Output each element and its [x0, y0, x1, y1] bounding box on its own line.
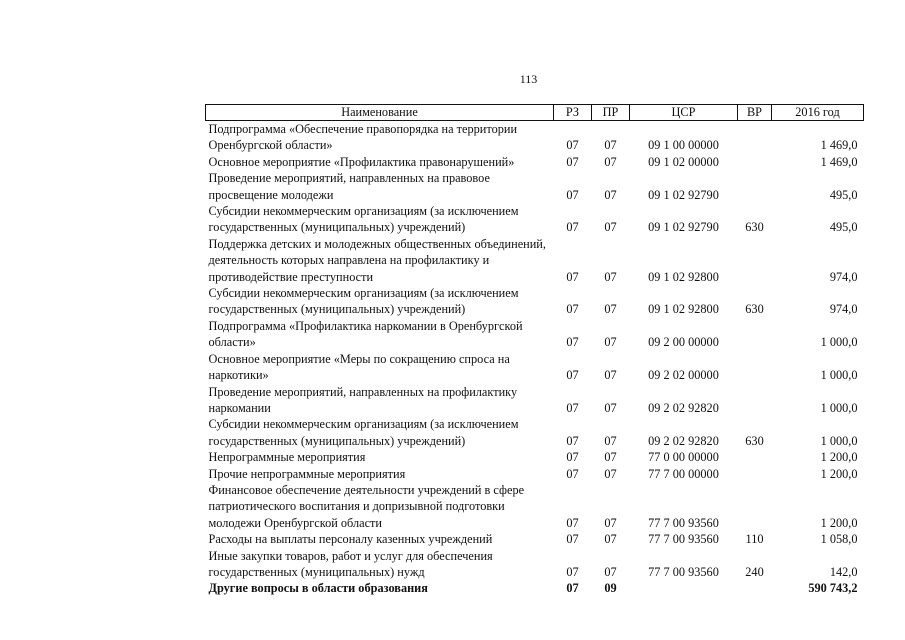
- row-rz: 07: [566, 187, 579, 202]
- table-row: [206, 580, 864, 596]
- table-row: [206, 384, 864, 417]
- row-pr: 07: [604, 138, 617, 153]
- row-csr: 09 2 00 00000: [648, 335, 719, 350]
- row-rz: 07: [566, 269, 579, 284]
- row-name: Подпрограмма «Профилактика наркомании в Оренбургской области»: [208, 318, 523, 350]
- row-name: Расходы на выплаты персоналу казенных учреждений: [208, 532, 493, 547]
- row-amount: 974,0: [829, 269, 858, 284]
- row-amount: 1 200,0: [820, 466, 858, 481]
- row-rz: 07: [566, 564, 579, 579]
- table-row: [206, 318, 864, 351]
- row-rz: 07: [566, 466, 579, 481]
- row-vr: [738, 580, 772, 596]
- row-csr: 09 1 00 00000: [648, 138, 719, 153]
- header-name: Наименование: [206, 105, 554, 121]
- row-pr: 07: [604, 515, 617, 530]
- row-csr: 77 7 00 00000: [648, 466, 719, 481]
- row-amount: 590 743,2: [808, 581, 858, 596]
- row-csr: 77 7 00 93560: [648, 564, 719, 579]
- row-name: Субсидии некоммерческим организациям (за исключением государственных (муниципальных) учреждений): [208, 286, 519, 317]
- row-amount: 142,0: [829, 564, 858, 579]
- row-pr: 07: [604, 532, 617, 547]
- row-name: Основное мероприятие «Профилактика правонарушений»: [208, 154, 515, 169]
- row-csr: 77 0 00 00000: [648, 450, 719, 465]
- table-row: [206, 351, 864, 384]
- row-rz: 07: [566, 400, 579, 415]
- row-pr: 07: [604, 400, 617, 415]
- row-rz: 07: [566, 368, 579, 383]
- row-csr: 09 1 02 92790: [648, 187, 719, 202]
- table-header-row: [206, 105, 864, 121]
- row-pr: 07: [604, 466, 617, 481]
- row-rz: 07: [566, 302, 579, 317]
- row-rz: 07: [566, 154, 579, 169]
- row-vr: 240: [745, 564, 764, 579]
- table-row: [206, 531, 864, 547]
- row-vr: [738, 121, 772, 154]
- row-csr: 77 7 00 93560: [648, 532, 719, 547]
- row-vr: [738, 449, 772, 465]
- row-rz: 07: [566, 220, 579, 235]
- row-csr: 09 1 02 00000: [648, 154, 719, 169]
- header-amount: 2016 год: [772, 105, 864, 121]
- row-vr: [738, 170, 772, 203]
- row-pr: 07: [604, 368, 617, 383]
- row-pr: 07: [604, 450, 617, 465]
- row-amount: 1 000,0: [820, 433, 858, 448]
- header-rz: РЗ: [554, 105, 592, 121]
- row-vr: 110: [745, 532, 764, 547]
- row-rz: 07: [566, 335, 579, 350]
- row-rz: 07: [566, 532, 579, 547]
- row-name: Финансовое обеспечение деятельности учреждений в сфере патриотического воспитания и допризывной подготовки молодежи Оренбургской области: [208, 482, 525, 530]
- row-name: Иные закупки товаров, работ и услуг для обеспечения государственных (муниципальных) нужд: [208, 548, 493, 579]
- row-rz: 07: [566, 138, 579, 153]
- row-pr: 07: [604, 269, 617, 284]
- row-vr: [738, 236, 772, 285]
- row-rz: 07: [566, 433, 579, 448]
- table-row: [206, 482, 864, 531]
- row-pr: 07: [604, 187, 617, 202]
- row-amount: 1 200,0: [820, 515, 858, 530]
- row-pr: 07: [604, 564, 617, 579]
- row-name: Подпрограмма «Обеспечение правопорядка на территории Оренбургской области»: [208, 122, 518, 153]
- table-row: [206, 548, 864, 581]
- row-pr: 07: [604, 335, 617, 350]
- row-vr: [738, 384, 772, 417]
- row-amount: 1 000,0: [820, 335, 858, 350]
- row-csr: 09 1 02 92800: [648, 269, 719, 284]
- row-vr: [738, 318, 772, 351]
- row-csr: 77 7 00 93560: [648, 515, 719, 530]
- row-name: Другие вопросы в области образования: [208, 581, 428, 596]
- header-pr: ПР: [592, 105, 630, 121]
- row-csr: 09 2 02 92820: [648, 400, 719, 415]
- header-vr: ВР: [738, 105, 772, 121]
- row-amount: 1 469,0: [820, 138, 858, 153]
- table-row: [206, 285, 864, 318]
- row-amount: 1 000,0: [820, 400, 858, 415]
- row-vr: 630: [745, 433, 764, 448]
- row-name: Проведение мероприятий, направленных на профилактику наркомании: [208, 384, 518, 415]
- row-name: Проведение мероприятий, направленных на правовое просвещение молодежи: [208, 171, 490, 202]
- row-vr: 630: [745, 302, 764, 317]
- page-number: 113: [519, 72, 538, 86]
- row-name: Непрограммные мероприятия: [208, 450, 366, 465]
- row-pr: 07: [604, 302, 617, 317]
- table-row: [206, 416, 864, 449]
- row-csr: [630, 580, 738, 596]
- row-name: Основное мероприятие «Меры по сокращению спроса на наркотики»: [208, 351, 510, 383]
- row-amount: 1 000,0: [820, 368, 858, 383]
- table-row: [206, 466, 864, 482]
- row-amount: 974,0: [829, 302, 858, 317]
- row-vr: 630: [745, 220, 764, 235]
- row-pr: 09: [604, 581, 617, 596]
- row-csr: 09 1 02 92790: [648, 220, 719, 235]
- table-row: [206, 170, 864, 203]
- row-rz: 07: [566, 515, 579, 530]
- row-name: Субсидии некоммерческим организациям (за исключением государственных (муниципальных) учреждений): [208, 417, 519, 448]
- row-pr: 07: [604, 154, 617, 169]
- table-row: [206, 203, 864, 236]
- table-row: [206, 121, 864, 154]
- row-amount: 1 469,0: [820, 154, 858, 169]
- row-amount: 495,0: [829, 187, 858, 202]
- row-amount: 1 200,0: [820, 450, 858, 465]
- row-name: Субсидии некоммерческим организациям (за исключением государственных (муниципальных) учреждений): [208, 204, 519, 235]
- row-vr: [738, 351, 772, 384]
- row-vr: [738, 154, 772, 170]
- row-name: Прочие непрограммные мероприятия: [208, 466, 406, 481]
- row-csr: 09 2 02 00000: [648, 368, 719, 383]
- table-row: [206, 154, 864, 170]
- table-row: [206, 236, 864, 285]
- row-amount: 495,0: [829, 220, 858, 235]
- budget-table: [205, 104, 864, 597]
- row-rz: 07: [566, 450, 579, 465]
- row-csr: 09 1 02 92800: [648, 302, 719, 317]
- row-amount: 1 058,0: [820, 532, 858, 547]
- row-pr: 07: [604, 433, 617, 448]
- header-csr: ЦСР: [630, 105, 738, 121]
- row-pr: 07: [604, 220, 617, 235]
- row-vr: [738, 482, 772, 531]
- row-name: Поддержка детских и молодежных общественных объединений, деятельность которых направлена на профилактику и противодействие преступности: [208, 236, 546, 284]
- table-row: [206, 449, 864, 465]
- row-rz: 07: [566, 581, 579, 596]
- row-csr: 09 2 02 92820: [648, 433, 719, 448]
- row-vr: [738, 466, 772, 482]
